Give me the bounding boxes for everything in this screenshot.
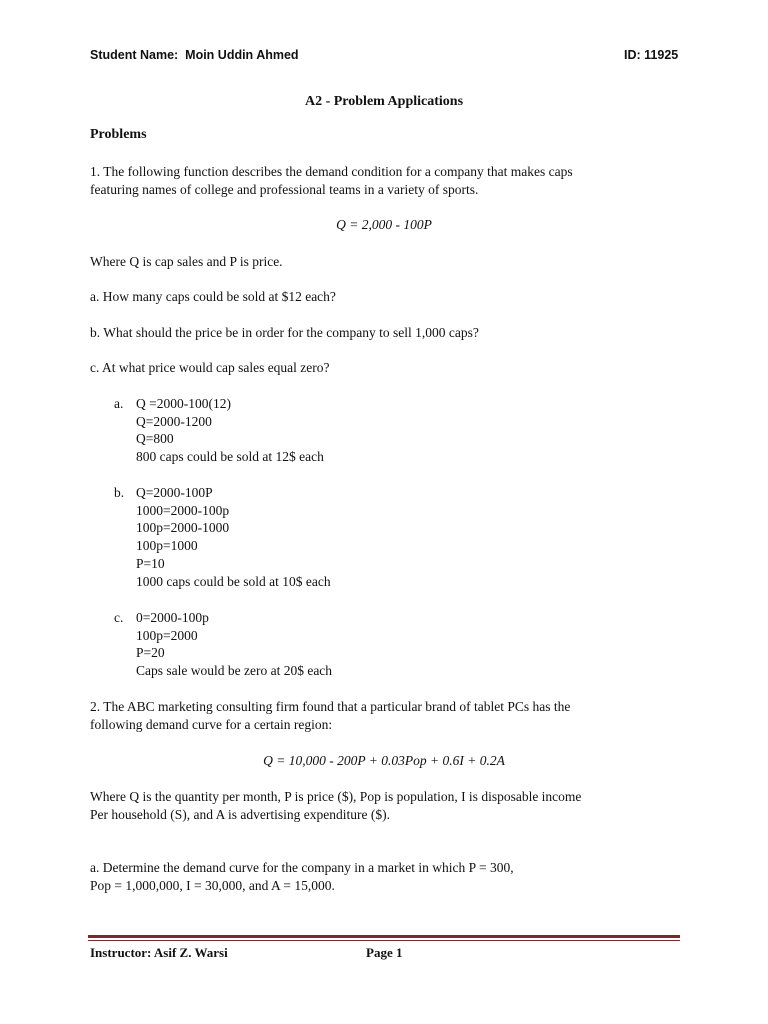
problem1-question-b: b. What should the price be in order for the company to sell 1,000 caps? xyxy=(90,325,479,340)
student-name-value: Moin Uddin Ahmed xyxy=(185,48,299,62)
footer-rule-thick xyxy=(88,935,680,938)
footer-rule-thin xyxy=(88,940,680,941)
answer-b-line: Q=2000-100P xyxy=(136,485,213,500)
answer-b-line: 1000 caps could be sold at 10$ each xyxy=(136,574,331,589)
answer-a-line: Q=800 xyxy=(136,431,174,446)
problem1-intro-line2: featuring names of college and professional teams in a variety of sports. xyxy=(90,182,479,197)
student-id-label: ID: xyxy=(624,48,641,62)
document-title: A2 - Problem Applications xyxy=(304,94,464,109)
answer-a-line: Q =2000-100(12) xyxy=(136,396,231,411)
answer-c-line: 100p=2000 xyxy=(136,628,198,643)
student-id-line xyxy=(624,48,678,62)
problem1-where: Where Q is cap sales and P is price. xyxy=(90,254,283,269)
answer-a-line: Q=2000-1200 xyxy=(136,414,212,429)
problem2-equation: Q = 10,000 - 200P + 0.03Pop + 0.6I + 0.2A xyxy=(263,753,505,768)
answer-c-line: Caps sale would be zero at 20$ each xyxy=(136,663,333,678)
answer-b-line: 100p=2000-1000 xyxy=(136,520,230,535)
problem1-question-c: c. At what price would cap sales equal zero? xyxy=(90,360,330,375)
answer-b-line: 100p=1000 xyxy=(136,538,198,553)
problem1-intro-line1: 1. The following function describes the demand condition for a company that makes caps xyxy=(90,164,573,179)
answer-b-line: P=10 xyxy=(136,556,165,571)
answer-b-marker: b. xyxy=(114,485,125,500)
answer-a-marker: a. xyxy=(114,396,124,411)
problem2-intro-line2: following demand curve for a certain region: xyxy=(90,717,333,732)
footer-page-number: Page 1 xyxy=(366,945,403,960)
problem1-equation: Q = 2,000 - 100P xyxy=(336,217,432,232)
student-name-label: Student Name: xyxy=(90,48,179,62)
problem2-where-line1: Where Q is the quantity per month, P is price ($), Pop is population, I is disposable income xyxy=(90,789,582,804)
problem2-question-a-line2: Pop = 1,000,000, I = 30,000, and A = 15,000. xyxy=(90,878,335,893)
answer-c-marker: c. xyxy=(114,610,124,625)
problem2-where-line2: Per household (S), and A is advertising expenditure ($). xyxy=(90,807,390,822)
problem2-intro-line1: 2. The ABC marketing consulting firm found that a particular brand of tablet PCs has the xyxy=(90,699,571,714)
answer-c-line: 0=2000-100p xyxy=(136,610,209,625)
answer-c-line: P=20 xyxy=(136,645,165,660)
student-id-value: 11925 xyxy=(644,48,679,62)
footer-instructor: Instructor: Asif Z. Warsi xyxy=(90,945,228,960)
answer-b-line: 1000=2000-100p xyxy=(136,503,230,518)
problem2-question-a-line1: a. Determine the demand curve for the company in a market in which P = 300, xyxy=(90,860,514,875)
student-name-line xyxy=(90,48,299,62)
section-heading: Problems xyxy=(90,127,147,142)
answer-a-line: 800 caps could be sold at 12$ each xyxy=(136,449,324,464)
problem1-question-a: a. How many caps could be sold at $12 each? xyxy=(90,289,336,304)
